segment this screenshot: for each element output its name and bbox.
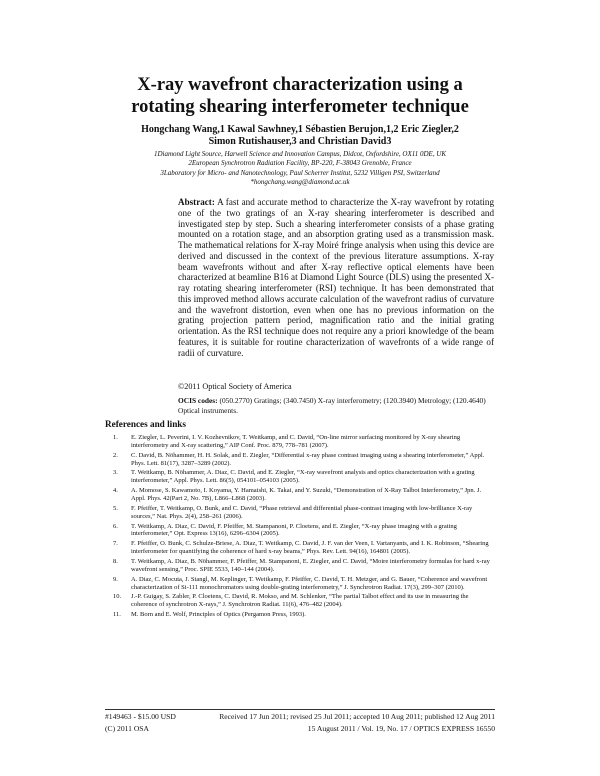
- affiliation-3: 3Laboratory for Micro- and Nanotechnology, Paul Scherrer Institut, 5232 Villigen PSI, Switzerland: [160, 168, 440, 177]
- footer-citation: 15 August 2011 / Vol. 19, No. 17 / OPTICS EXPRESS 16550: [307, 724, 495, 733]
- reference-number: 7.: [113, 540, 118, 548]
- ocis-label: OCIS codes:: [178, 396, 218, 405]
- reference-number: 11.: [113, 611, 121, 619]
- corresponding-email[interactable]: *hongchang.wang@diamond.ac.uk: [250, 177, 350, 186]
- reference-item: [113, 434, 493, 450]
- reference-text: A. Diaz, C. Mocuta, J. Stangl, M. Keplinger, T. Weitkamp, F. Pfeiffer, C. David, T. H. Metzger, and G. Bauer, “Coherence and wavefront characterization of Si-111 monochromators using double-grating interferometry,” J. Synchrotron Radiat. 17(3), 299–307 (2010).: [131, 575, 488, 591]
- reference-text: J.-P. Guigay, S. Zabler, P. Cloetens, C. David, R. Mokso, and M. Schlenker, “The partial Talbot effect and its use in measuring the coherence of synchrotron X-rays,” J. Synchrotron Radiat. 11(6), 476–482 (2004).: [131, 593, 469, 609]
- reference-number: 2.: [113, 451, 118, 459]
- reference-text: C. David, B. Nöhammer, H. H. Solak, and E. Ziegler, “Differential x-ray phase contrast imaging using a shearing interferometer,” Appl. Phys. Lett. 81(17), 3287–3289 (2002).: [131, 451, 485, 467]
- reference-text: F. Pfeiffer, T. Weitkamp, O. Bunk, and C. David, “Phase retrieval and differential phase-contrast imaging with low-brilliance X-ray sources,” Nat. Phys. 2(4), 258–261 (2006).: [131, 504, 473, 520]
- reference-number: 5.: [113, 504, 118, 512]
- reference-number: 1.: [113, 434, 118, 441]
- reference-number: 4.: [113, 487, 118, 495]
- footer-dates: Received 17 Jun 2011; revised 25 Jul 2011; accepted 10 Aug 2011; published 12 Aug 2011: [219, 712, 495, 721]
- reference-item: [113, 576, 493, 592]
- reference-item: [113, 611, 493, 619]
- authors-line-2: Simon Rutishauser,3 and Christian David3: [208, 136, 392, 147]
- reference-text: E. Ziegler, L. Peverini, I. V. Kozhevnikov, T. Weitkamp, and C. David, “On-line mirror surfacing monitored by X-ray shearing interferometry and X-ray scattering,” AIP Conf. Proc. 879, 778–781 (2007).: [131, 434, 461, 449]
- abstract-text: A fast and accurate method to characterize the X-ray wavefront by rotating one of the two gratings of an X-ray shearing interferometer is described and investigated step by step. Such a shearing interferometer consists of a phase grating mounted on a rotation stage, and an absorption grating used as a transmission mask. The mathematical relations for X-ray Moiré fringe analysis when using this device are derived and discussed in the context of the previous literature assumptions. X-ray beam wavefronts without and after X-ray reflective optical elements have been characterized at beamline B16 at Diamond Light Source (DLS) using the presented X-ray rotating shearing interferometer (RSI) technique. It has been demonstrated that this improved method allows accurate calculation of the wavefront radius of curvature and the wavefront distortion, even when one has no previous information on the grating projection pattern period, magnification ratio and the initial grating orientation. As the RSI technique does not require any a priori knowledge of the beam features, it is suitable for routine characterization of wavefronts of a wide range of radii of curvature.: [178, 197, 494, 358]
- abstract: [178, 197, 494, 358]
- reference-list: [113, 434, 493, 621]
- affiliation-2: 2European Synchrotron Radiation Facility, BP-220, F-38043 Grenoble, France: [188, 159, 412, 168]
- reference-text: A. Momose, S. Kawamoto, I. Koyama, Y. Hamaishi, K. Takai, and Y. Suzuki, “Demonstration of X-Ray Talbot Interferometry,” Jpn. J. Appl. Phys. 42(Part 2, No. 7B), L866–L868 (2003).: [131, 487, 482, 503]
- reference-number: 8.: [113, 557, 118, 565]
- reference-item: [113, 469, 493, 485]
- reference-number: 9.: [113, 575, 118, 583]
- copyright-notice: ©2011 Optical Society of America: [178, 382, 292, 391]
- author-list: [110, 124, 490, 148]
- footer-osa: (C) 2011 OSA: [105, 724, 150, 733]
- reference-item: [113, 593, 493, 609]
- title-line-1: X-ray wavefront characterization using a: [137, 75, 463, 95]
- references-heading: References and links: [105, 419, 186, 429]
- reference-number: 10.: [113, 593, 122, 601]
- reference-item: [113, 505, 493, 521]
- reference-item: [113, 523, 493, 539]
- footer-price: #149463 - $15.00 USD: [105, 712, 176, 721]
- reference-number: 3.: [113, 469, 118, 477]
- affiliations: [110, 150, 490, 187]
- paper-title: [90, 74, 510, 118]
- reference-item: [113, 540, 493, 556]
- footer-rule: [105, 709, 495, 710]
- reference-item: [113, 558, 493, 574]
- reference-item: [113, 487, 493, 503]
- reference-text: T. Weitkamp, A. Diaz, B. Nöhammer, F. Pfeiffer, M. Stampanoni, E. Ziegler, and C. David, “Moire interferometry formulas for hard x-ray wavefront sensing,” Proc. SPIE 5533, 140–144 (2004).: [131, 557, 490, 573]
- reference-number: 6.: [113, 522, 118, 530]
- reference-text: T. Weitkamp, A. Diaz, C. David, F. Pfeiffer, M. Stampanoni, P. Cloetens, and E. Ziegler, “X-ray phase imaging with a grating interferometer,” Opt. Express 13(16), 6296–6304 (2005).: [131, 522, 457, 538]
- ocis-text: (050.2770) Gratings; (340.7450) X-ray interferometry; (120.3940) Metrology; (120.4640) Optical instruments.: [178, 396, 486, 415]
- reference-text: F. Pfeiffer, O. Bunk, C. Schulze-Briese, A. Diaz, T. Weitkamp, C. David, J. F. van der Veen, I. Vartanyants, and I. K. Robinson, “Shearing interferometer for quantifying the coherence of hard x-ray beams,” Phys. Rev. Lett. 94(16), 164801 (2005).: [131, 540, 489, 556]
- ocis-codes: [178, 396, 494, 416]
- reference-text: M. Born and E. Wolf, Principles of Optics (Pergamon Press, 1993).: [131, 611, 306, 619]
- reference-text: T. Weitkamp, B. Nöhammer, A. Diaz, C. David, and E. Ziegler, “X-ray wavefront analysis and optics characterization with a grating interferometer,” Appl. Phys. Lett. 86(5), 054101–054103 (2005).: [131, 469, 475, 485]
- title-line-2: rotating shearing interferometer technique: [131, 97, 469, 117]
- reference-item: [113, 452, 493, 468]
- abstract-label: Abstract:: [178, 197, 215, 207]
- authors-line-1: Hongchang Wang,1 Kawal Sawhney,1 Sébastien Berujon,1,2 Eric Ziegler,2: [141, 124, 459, 135]
- affiliation-1: 1Diamond Light Source, Harwell Science and Innovation Campus, Didcot, Oxfordshire, OX11 0DE, UK: [153, 150, 447, 158]
